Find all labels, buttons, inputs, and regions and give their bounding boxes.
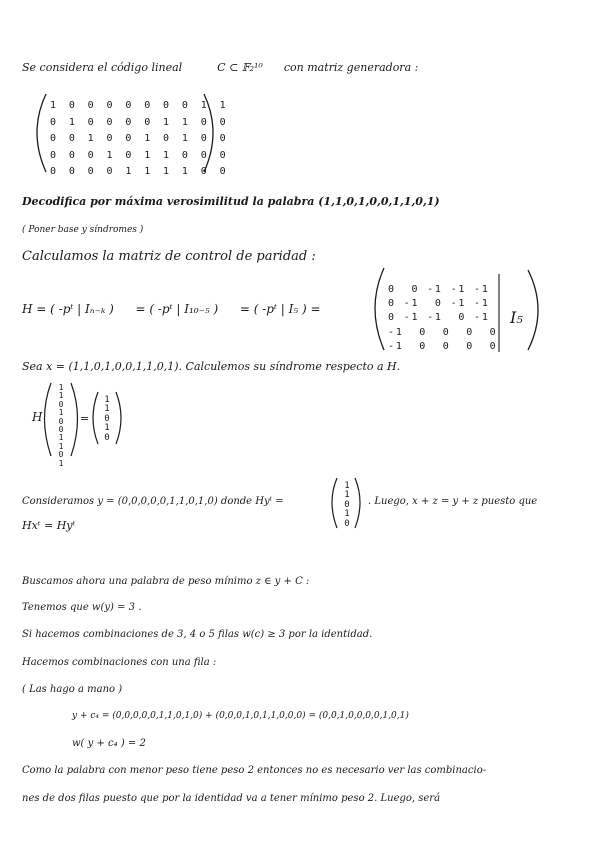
matrix-row: 0 -1 -1 0 -1 [388, 312, 490, 324]
matrix-row: 0 1 0 0 0 0 1 1 0 0 [50, 116, 229, 128]
h-eq-part-3: = ( -pᵗ | I₅ ) = [239, 302, 321, 316]
conclusion-line-2: nes de dos filas puesto que por la identidad va a tener mínimo peso 2. Luego, será [22, 793, 441, 804]
vector-entry: 1 [344, 509, 350, 520]
vector-entry: 0 [344, 499, 350, 510]
vector-entry: 1 [58, 458, 64, 468]
matrix-row: 0 0 1 0 0 1 0 1 0 0 [50, 133, 229, 144]
vector-entry: 1 [58, 383, 64, 392]
by-hand-note: ( Las hago a mano ) [22, 684, 123, 695]
hy-column-vector [341, 482, 353, 529]
h-identity-block: I₅ [510, 308, 523, 327]
search-line: Buscamos ahora una palabra de peso mínimo z ∈ y + C : [22, 576, 310, 587]
matrix-row: -1 0 0 0 0 [388, 326, 498, 338]
matrix-row: 0 0 0 1 0 1 1 0 0 0 [50, 149, 229, 161]
matrix-row: 0 0 0 0 1 1 1 1 0 0 [50, 166, 229, 177]
code-notation: C ⊂ 𝔽₂¹⁰ [217, 61, 263, 74]
consider-tail: . Luego, x + z = y + z puesto que [368, 496, 538, 507]
sea-line: Sea x = (1,1,0,1,0,0,1,1,0,1). Calculemos su síndrome respecto a H. [22, 360, 401, 373]
vector-entry: 1 [344, 481, 350, 491]
vector-entry: 0 [104, 432, 110, 443]
vector-entry: 1 [58, 433, 64, 443]
weight-result: w( y + c₄ ) = 2 [72, 738, 146, 749]
calc-heading: Calculamos la matriz de control de paridad : [22, 249, 316, 264]
conclusion-line-1: Como la palabra con menor peso tiene peso 2 entonces no es necesario ver las combinacio- [22, 765, 487, 776]
intro-text: Se considera el código lineal [22, 61, 183, 74]
vector-entry: 1 [104, 423, 110, 434]
vector-entry: 0 [58, 450, 64, 460]
weight-line: Tenemos que w(y) = 3 . [22, 602, 142, 613]
vector-entry: 1 [58, 441, 64, 451]
vector-entry: 0 [58, 416, 64, 426]
task-title: Decodifica por máxima verosimilitud la palabra (1,1,0,1,0,0,1,1,0,1) [22, 195, 440, 208]
single-row-line: Hacemos combinaciones con una fila : [22, 657, 217, 668]
intro-tail: con matriz generadora : [283, 61, 419, 74]
equals-sign: = [80, 412, 90, 425]
vector-entry: 0 [58, 399, 64, 409]
matrix-row: 0 -1 0 -1 -1 [388, 298, 490, 310]
consider-line [22, 497, 284, 507]
vector-entry: 1 [58, 391, 64, 401]
intro-line [22, 62, 418, 73]
h-equation [22, 303, 321, 315]
consider-text: Consideramos y = (0,0,0,0,0,1,1,0,1,0) donde Hyᵗ = [22, 496, 284, 507]
sum-line: y + c₄ = (0,0,0,0,0,1,1,0,1,0) + (0,0,0,1,0,1,1,0,0,0) = (0,0,1,0,0,0,0,1,0,1) [72, 711, 409, 721]
h-matrix [388, 283, 498, 354]
matrix-row: 0 0 -1 -1 -1 [388, 284, 490, 295]
vector-entry: 0 [104, 413, 110, 424]
vector-entry: 1 [104, 404, 110, 415]
h-eq-part-2: = ( -pᵗ | I₁₀₋₅ ) [135, 302, 219, 316]
generator-matrix [50, 98, 229, 181]
x-column-vector [55, 384, 67, 468]
h-eq-part-1: H = ( -pᵗ | Iₙ₋ₖ ) [22, 302, 114, 316]
hx-line: Hxᵗ = Hyᵗ [22, 519, 76, 532]
combo-line: Si hacemos combinaciones de 3, 4 o 5 filas w(c) ≥ 3 por la identidad. [22, 629, 373, 640]
h-label: H [32, 410, 43, 424]
matrix-row: -1 0 0 0 0 [388, 340, 498, 352]
vector-entry: 1 [344, 490, 350, 501]
vector-entry: 0 [58, 424, 64, 434]
syndrome-column-vector [101, 396, 113, 443]
matrix-row: 1 0 0 0 0 0 0 0 1 1 [50, 100, 229, 111]
vector-entry: 1 [58, 408, 64, 418]
vector-entry: 0 [344, 518, 350, 529]
vector-entry: 1 [104, 395, 110, 405]
task-note: ( Poner base y síndromes ) [22, 225, 144, 235]
